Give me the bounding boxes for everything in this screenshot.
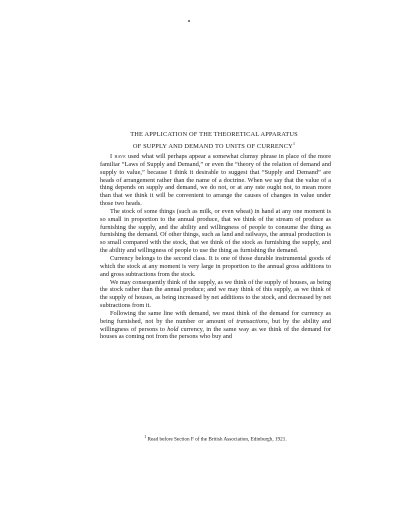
title-footnote-marker: 1 [292, 140, 296, 146]
paragraph-5-italic-hold: hold [167, 325, 179, 333]
article-title [96, 131, 332, 151]
paragraph-lead: I have [110, 153, 126, 160]
footnote-marker: 1 [144, 435, 147, 439]
paragraph-5-text-b: , but by the ability and willingness of persons to [100, 317, 331, 333]
paragraph-1 [100, 153, 331, 208]
paragraph-2: The stock of some things (such as milk, or even wheat) in hand at any one moment is so small in proportion to the annual produce, that we think of the stream of produce as furnishing the supply, and the ability and willingness of people to consume the thing as furnishing the demand. Of other things, such as land and railways, the annual production is so small compared with the stock, that we think of the stock as furnishing the supply, and the ability and willingness of people to use the thing as furnishing the demand. [100, 207, 331, 255]
title-line-2: OF SUPPLY AND DEMAND TO UNITS OF CURRENCY [132, 142, 293, 150]
paragraph-5-text-c: currency, in the same way as we think of the demand for houses as coming not from the persons who buy and [100, 325, 331, 341]
paragraph-5-italic-transactions: transactions [236, 317, 268, 325]
paragraph-3: Currency belongs to the second class. It is one of those durable instrumental goods of which the stock at any moment is very large in proportion to the annual gross additions to and gross subtractions from the stock. [100, 254, 331, 278]
title-line-1: THE APPLICATION OF THE THEORETICAL APPARATUS [130, 131, 298, 138]
paragraph-5-text-a: Following the same line with demand, we must think of the demand for currency as being furnished, not by the number or amount of [100, 309, 331, 325]
footnote [100, 434, 331, 443]
paragraph-5 [100, 310, 331, 341]
footnote-text: Read before Section F of the British Association, Edinburgh, 1921. [146, 436, 287, 443]
paragraph-1-text: used what will perhaps appear a somewhat clumsy phrase in place of the more familiar “Laws of Supply and Demand,” or even the “theory of the relation of demand and supply to value,” because I think it desirable to suggest that “Supply and Demand” are heads of arrangement rather than the name of a doctrine. When we say that the value of a thing depends on supply and demand, we do not, or at any rate ought not, to mean more than that we think it will be convenient to arrange the causes of changes in value under those two heads. [100, 153, 331, 208]
article-body [100, 153, 331, 341]
page-speck [188, 20, 190, 22]
paragraph-4: We may consequently think of the supply, as we think of the supply of houses, as being the stock rather than the annual produce; and we may think of this supply, as we think of the supply of houses, as being increased by net additions to the stock, and decreased by net subtractions from it. [100, 278, 331, 310]
